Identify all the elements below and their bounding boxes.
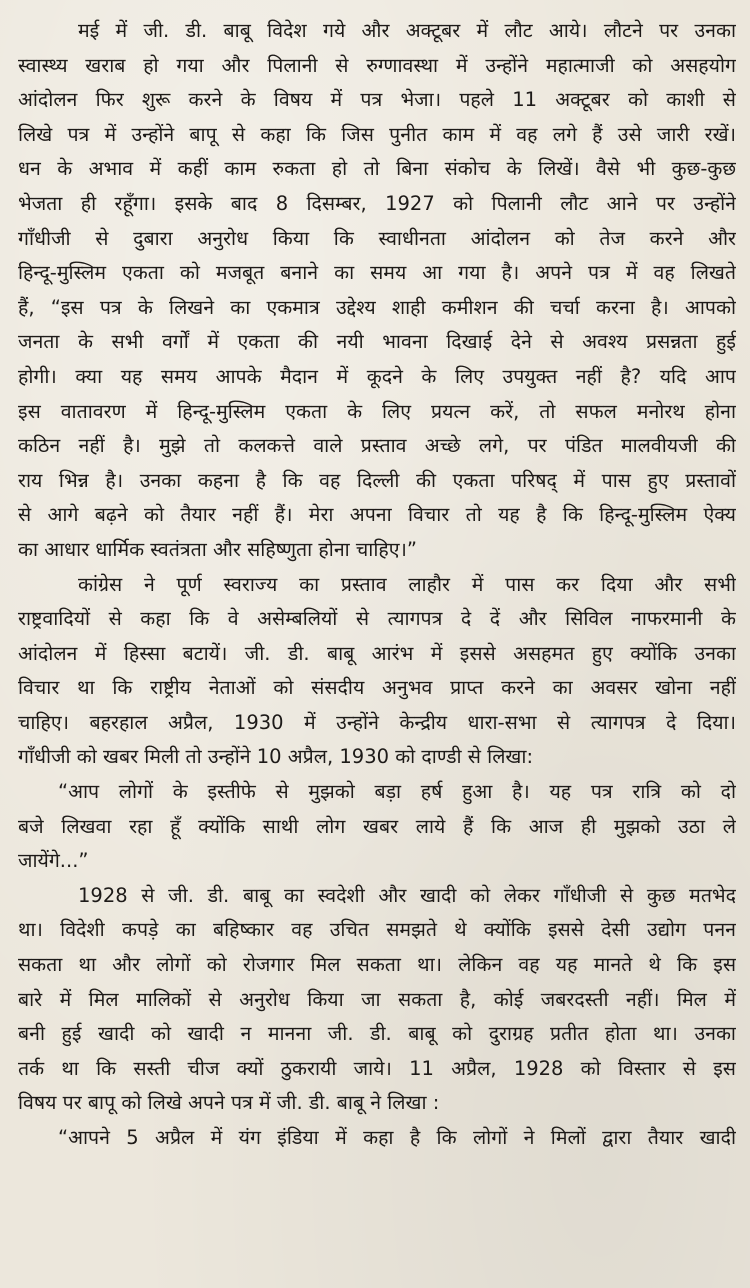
text-line: का आधार धार्मिक स्वतंत्रता और सहिष्णुता होना चाहिए।” (18, 537, 418, 561)
text-line: लिखे पत्र में उन्होंने बापू से कहा कि जिस पुनीत काम में वह लगे हैं उसे जारी रखें। (18, 122, 736, 146)
paragraph-young-india-quote (18, 1121, 736, 1156)
text-line: तर्क था कि सस्ती चीज क्यों ठुकरायी जाये। 11 अप्रैल, 1928 को विस्तार से इस (18, 1056, 736, 1080)
text-line: इस वातावरण में हिन्दू-मुस्लिम एकता के लिए प्रयत्न करें, तो सफल मनोरथ होना (18, 399, 736, 423)
text-line: राष्ट्रवादियों से कहा कि वे असेम्बलियों से त्यागपत्र दे दें और सिविल नाफरमानी के (18, 607, 736, 631)
text-line: गाँधीजी से दुबारा अनुरोध किया कि स्वाधीनता आंदोलन को तेज करने और (18, 226, 736, 250)
text-line: से आगे बढ़ने को तैयार नहीं हैं। मेरा अपना विचार तो यह है कि हिन्दू-मुस्लिम ऐक्य (18, 503, 736, 527)
text-line: “आपने 5 अप्रैल में यंग इंडिया में कहा है कि लोगों ने मिलों द्वारा तैयार खादी (58, 1126, 736, 1149)
text-line: जनता के सभी वर्गों में एकता की नयी भावना दिखाई देने से अवश्य प्रसन्नता हुई (18, 330, 736, 354)
text-line: सकता था और लोगों को रोजगार मिल सकता था। लेकिन वह यह मानते थे कि इस (18, 953, 736, 977)
text-line: विचार था कि राष्ट्रीय नेताओं को संसदीय अनुभव प्राप्त करने का अवसर खोना नहीं (18, 676, 736, 700)
text-line: राय भिन्न है। उनका कहना है कि वह दिल्ली की एकता परिषद् में पास हुए प्रस्तावों (18, 468, 736, 492)
text-line: धन के अभाव में कहीं काम रुकता हो तो बिना संकोच के लिखें। वैसे भी कुछ-कुछ (18, 157, 736, 181)
text-line: होगी। क्या यह समय आपके मैदान में कूदने के लिए उपयुक्त नहीं है? यदि आप (18, 364, 736, 388)
text-line: आंदोलन फिर शुरू करने के विषय में पत्र भेजा। पहले 11 अक्टूबर को काशी से (18, 88, 736, 112)
text-line: बारे में मिल मालिकों से अनुरोध किया जा सकता है, कोई जबरदस्ती नहीं। मिल में (18, 987, 736, 1011)
paragraph-congress-resolution (18, 568, 736, 776)
paragraph-gd-babu-letter (18, 14, 736, 568)
text-line: आंदोलन में हिस्सा बटायें। जी. डी. बाबू आरंभ में इससे असहमत हुए क्योंकि उनका (18, 641, 736, 665)
text-line: था। विदेशी कपड़े का बहिष्कार वह उचित समझते थे क्योंकि इससे देसी उद्योग पनन (18, 918, 736, 942)
text-line: गाँधीजी को खबर मिली तो उन्होंने 10 अप्रैल, 1930 को दाण्डी से लिखा: (18, 745, 534, 769)
text-line: कांग्रेस ने पूर्ण स्वराज्य का प्रस्ताव लाहौर में पास कर दिया और सभी (78, 572, 736, 596)
text-line: चाहिए। बहरहाल अप्रैल, 1930 में उन्होंने केन्द्रीय धारा-सभा से त्यागपत्र दे दिया। (18, 710, 736, 734)
text-line: विषय पर बापू को लिखे अपने पत्र में जी. डी. बाबू ने लिखा : (18, 1091, 440, 1115)
text-line: कठिन नहीं है। मुझे तो कलकत्ते वाले प्रस्ताव अच्छे लगे, पर पंडित मालवीयजी की (18, 434, 736, 458)
text-line: जायेंगे...” (18, 849, 89, 873)
paragraph-swadeshi-khadi (18, 879, 736, 1121)
text-line: हैं, “इस पत्र के लिखने का एकमात्र उद्देश्य शाही कमीशन की चर्चा करना है। आपको (18, 295, 736, 319)
paragraph-gandhi-quote (18, 775, 736, 879)
text-line: स्वास्थ्य खराब हो गया और पिलानी से रुग्णावस्था में उन्होंने महात्माजी को असहयोग (18, 53, 736, 77)
text-line: भेजता ही रहूँगा। इसके बाद 8 दिसम्बर, 1927 को पिलानी लौट आने पर उन्होंने (18, 191, 736, 215)
text-line: 1928 से जी. डी. बाबू का स्वदेशी और खादी को लेकर गाँधीजी से कुछ मतभेद (78, 883, 736, 907)
text-line: “आप लोगों के इस्तीफे से मुझको बड़ा हर्ष हुआ है। यह पत्र रात्रि को दो (58, 780, 736, 804)
text-line: हिन्दू-मुस्लिम एकता को मजबूत बनाने का समय आ गया है। अपने पत्र में वह लिखते (18, 261, 736, 285)
text-line: बजे लिखवा रहा हूँ क्योंकि साथी लोग खबर लाये हैं कि आज ही मुझको उठा ले (18, 814, 736, 838)
text-line: बनी हुई खादी को खादी न मानना जी. डी. बाबू को दुराग्रह प्रतीत होता था। उनका (18, 1022, 736, 1046)
text-line: मई में जी. डी. बाबू विदेश गये और अक्टूबर में लौट आये। लौटने पर उनका (78, 19, 736, 42)
